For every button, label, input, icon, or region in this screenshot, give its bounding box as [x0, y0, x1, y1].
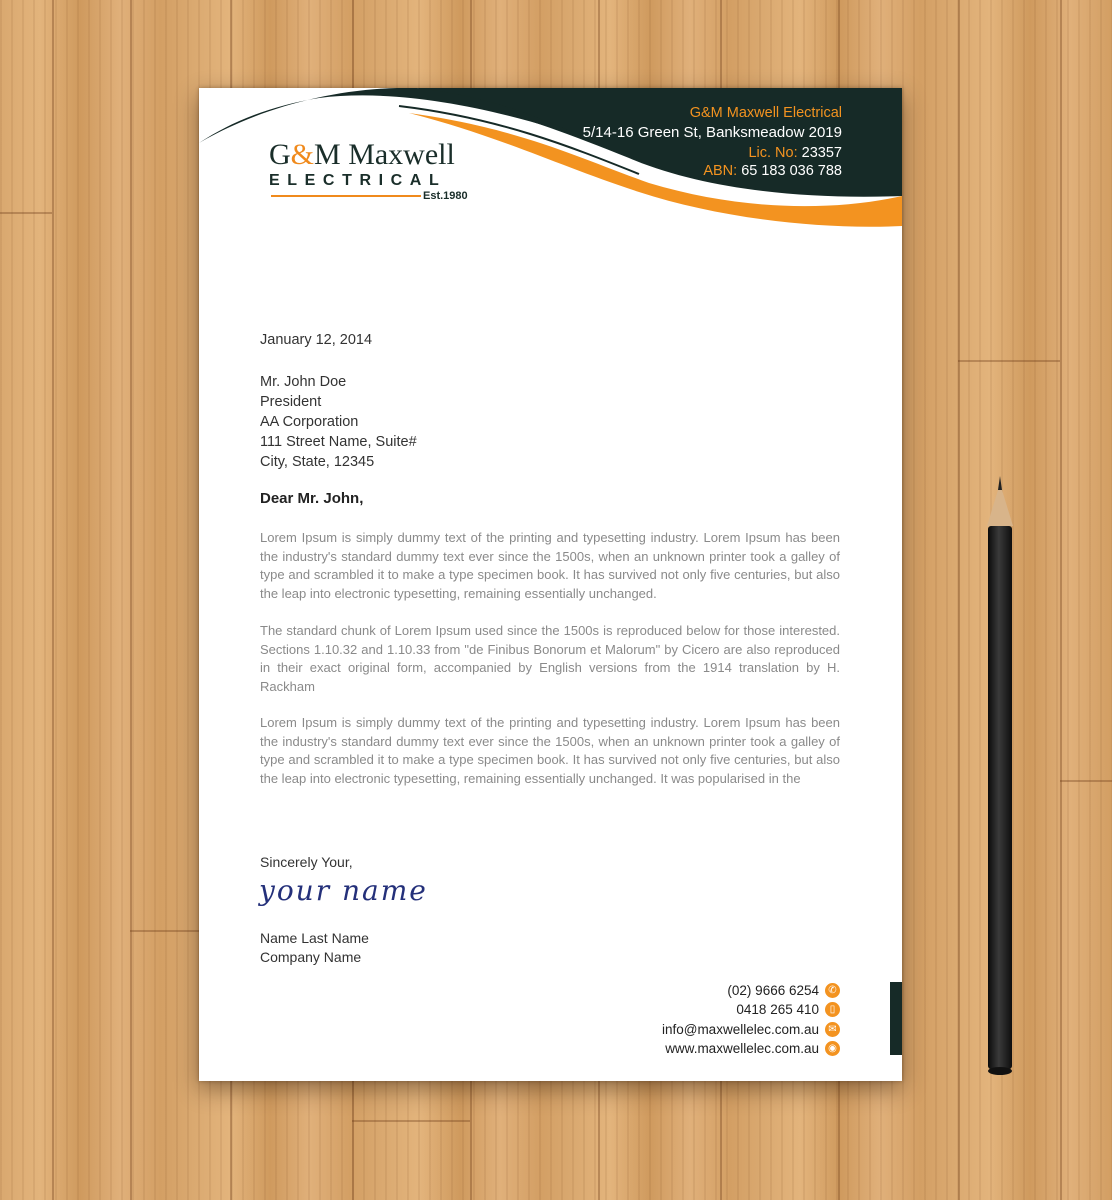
signer-block	[260, 929, 369, 966]
header-company-name: G&M Maxwell Electrical	[689, 105, 842, 121]
wood-plank-seam	[1060, 0, 1062, 1200]
logo-underline	[271, 195, 421, 197]
website-url: www.maxwellelec.com.au	[665, 1041, 819, 1057]
footer-accent-bar	[890, 982, 902, 1055]
company-logo-text	[269, 138, 455, 172]
mobile-icon: ▯	[825, 1002, 840, 1017]
pencil-image	[980, 476, 1020, 1076]
wood-plank-seam	[52, 0, 54, 1200]
wood-plank-joint	[352, 1120, 470, 1122]
logo-letter-g: G	[269, 138, 291, 171]
recipient-block	[260, 372, 417, 472]
letter-date: January 12, 2014	[260, 332, 373, 348]
logo-established: Est.1980	[423, 190, 468, 202]
logo-ampersand: &	[290, 138, 315, 171]
recipient-line: President	[260, 394, 322, 410]
closing: Sincerely Your,	[260, 854, 353, 870]
body-paragraph: The standard chunk of Lorem Ipsum used since the 1500s is reproduced below for those interested. Sections 1.10.32 and 1.10.33 from "de Finibus Bonorum et Malorum" by Cicero are also reproduced in their exact original form, accompanied by English versions from the 1914 translation by H. Rackham	[260, 623, 840, 694]
header-address: 5/14-16 Green St, Banksmeadow 2019	[582, 124, 842, 141]
recipient-line: City, State, 12345	[260, 454, 375, 470]
globe-icon: ◉	[825, 1041, 840, 1056]
wood-plank-seam	[130, 0, 132, 1200]
header-license	[748, 145, 842, 161]
mobile-number: 0418 265 410	[736, 1002, 819, 1018]
recipient-line: Mr. John Doe	[260, 374, 347, 390]
logo-subtitle: ELECTRICAL	[269, 172, 447, 189]
body-paragraph: Lorem Ipsum is simply dummy text of the printing and typesetting industry. Lorem Ipsum has been the industry's standard dummy text ever since the 1500s, when an unknown printer took a galley of type and scrambled it to make a type specimen book. It has survived not only five centuries, but also the leap into electronic typesetting, remaining essentially unchanged.	[260, 530, 840, 601]
wood-plank-joint	[958, 360, 1060, 362]
email-icon: ✉	[825, 1022, 840, 1037]
recipient-line: 111 Street Name, Suite#	[260, 434, 417, 450]
recipient-line: AA Corporation	[260, 414, 359, 430]
contact-list	[662, 981, 840, 1058]
salutation: Dear Mr. John,	[260, 490, 364, 507]
wood-plank-joint	[0, 212, 52, 214]
email-address: info@maxwellelec.com.au	[661, 1021, 819, 1037]
contact-email	[662, 1020, 840, 1039]
signer-name: Name Last Name	[260, 930, 369, 946]
body-paragraph: Lorem Ipsum is simply dummy text of the printing and typesetting industry. Lorem Ipsum has been the industry's standard dummy text ever since the 1500s, when an unknown printer took a galley of type and scrambled it to make a type specimen book. It has survived not only five centuries, but also the leap into electronic typesetting, remaining essentially unchanged. It was popularised in the	[260, 715, 840, 786]
license-label: Lic. No:	[748, 145, 798, 161]
phone-icon: ✆	[825, 983, 840, 998]
signature: your name	[259, 874, 428, 907]
letterhead-paper	[199, 88, 902, 1081]
wood-plank-joint	[1060, 780, 1112, 782]
license-value: 23357	[801, 145, 842, 161]
contact-website	[662, 1039, 840, 1058]
contact-mobile	[662, 1000, 840, 1019]
wood-plank-seam	[958, 0, 960, 1200]
abn-label: ABN:	[703, 163, 738, 179]
logo-name-rest: M Maxwell	[314, 138, 455, 171]
contact-phone	[662, 981, 840, 1000]
header-abn	[703, 163, 842, 179]
abn-value: 65 183 036 788	[741, 163, 842, 179]
signer-company: Company Name	[260, 948, 362, 965]
phone-number: (02) 9666 6254	[727, 983, 819, 999]
